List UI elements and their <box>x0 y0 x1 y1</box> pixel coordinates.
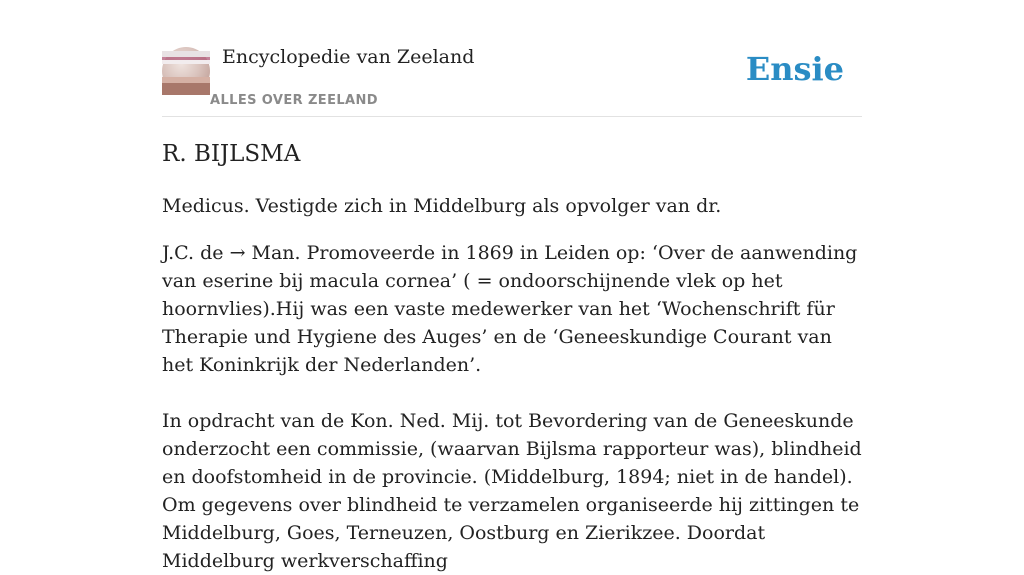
article-title: R. BIJLSMA <box>162 141 301 167</box>
article-paragraph: In opdracht van de Kon. Ned. Mij. tot Bevordering van de Geneeskunde onderzocht een commissie, (waarvan Bijlsma rapporteur was), blindheid en doofstomheid in de provincie. (Middelburg, 1894; niet in de handel). Om gegevens over blindheid te verzamelen organiseerde hij zittingen te Middelburg, Goes, Terneuzen, Oostburg en Zierikzee. Doordat Middelburg werkverschaffing <box>162 410 862 572</box>
site-header <box>162 40 862 117</box>
site-avatar[interactable] <box>162 47 210 95</box>
article-paragraph: J.C. de → Man. Promoveerde in 1869 in Leiden op: ‘Over de aanwending van eserine bij macula cornea’ ( = ondoorschijnende vlek op het hoornvlies).Hij was een vaste medewerker van het ‘Wochenschrift für Therapie und Hygiene des Auges’ en de ‘Geneeskundige Courant van het Koninkrijk der Nederlanden’. <box>162 242 858 376</box>
ensie-logo-link[interactable]: Ensie <box>745 50 844 88</box>
site-title[interactable]: Encyclopedie van Zeeland <box>222 46 475 68</box>
article <box>162 138 862 575</box>
site-tagline: ALLES OVER ZEELAND <box>210 93 378 108</box>
article-paragraph: Medicus. Vestigde zich in Middelburg als opvolger van dr. <box>162 195 722 217</box>
